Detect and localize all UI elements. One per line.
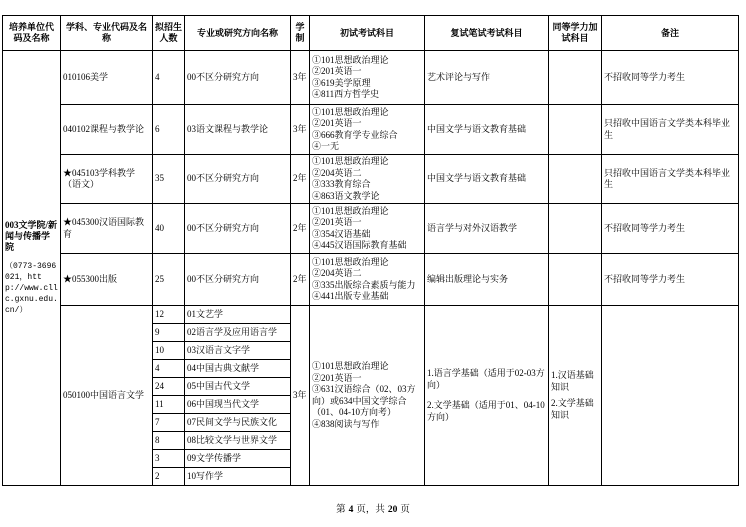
exam-subject: ③619美学原理 — [312, 77, 371, 88]
quota-cell: 4 — [153, 51, 185, 105]
unit-contact: （0773-3696021，http://www.cllc.gxnu.edu.cn/） — [5, 262, 58, 315]
direction-cell: 04中国古典文献学 — [185, 360, 291, 378]
quota-cell: 12 — [153, 306, 185, 324]
direction-cell: 01文艺学 — [185, 306, 291, 324]
exam-subjects-cell — [310, 306, 425, 486]
footer-suffix: 页 — [400, 505, 410, 515]
exam-subject: ①101思想政治理论 — [312, 106, 389, 117]
unit-cell — [3, 51, 61, 486]
retest-subject-cell — [425, 306, 549, 486]
exam-subject: ①101思想政治理论 — [312, 205, 389, 216]
quota-cell: 3 — [153, 450, 185, 468]
page-number: 4 — [348, 505, 354, 515]
note-cell: 只招收中国语言文学类本科毕业生 — [602, 155, 739, 204]
equivalent-exam-cell — [549, 51, 602, 105]
exam-subject: ②201英语一 — [312, 372, 362, 383]
exam-subject: ④838阅读与写作 — [312, 418, 380, 429]
quota-cell: 40 — [153, 204, 185, 254]
exam-subject: ①101思想政治理论 — [312, 54, 389, 65]
exam-subject: ③333教育综合 — [312, 179, 371, 189]
major-cell: ★045103学科教学（语文） — [61, 155, 153, 204]
exam-subject: ③354汉语基础 — [312, 228, 371, 239]
exam-subjects-cell — [310, 155, 425, 204]
quota-cell: 4 — [153, 360, 185, 378]
direction-cell: 02语言学及应用语言学 — [185, 324, 291, 342]
duration-cell: 3年 — [291, 105, 310, 155]
exam-subject: ②204英语二 — [312, 268, 362, 278]
note-cell: 只招收中国语言文学类本科毕业生 — [602, 105, 739, 155]
equivalent-subject: 2.文学基础知识 — [551, 398, 594, 420]
header-exam: 初试考试科目 — [310, 16, 425, 51]
direction-cell: 08比较文学与世界文学 — [185, 432, 291, 450]
program-row — [3, 105, 739, 155]
exam-subject: ①101思想政治理论 — [312, 256, 389, 267]
quota-cell: 2 — [153, 468, 185, 486]
footer-middle: 页，共 — [356, 505, 385, 515]
direction-cell: 06中国现当代文学 — [185, 396, 291, 414]
quota-cell: 24 — [153, 378, 185, 396]
exam-subject: ④811西方哲学史 — [312, 89, 380, 99]
header-unit: 培养单位代码及名称 — [3, 16, 61, 51]
page-footer — [0, 503, 746, 517]
direction-cell: 09文学传播学 — [185, 450, 291, 468]
direction-cell: 00不区分研究方向 — [185, 254, 291, 306]
duration-cell: 3年 — [291, 306, 310, 486]
header-major: 学科、专业代码及名称 — [61, 16, 153, 51]
quota-cell: 35 — [153, 155, 185, 204]
unit-name: 003文学院/新闻与传播学院 — [5, 220, 58, 252]
duration-cell: 2年 — [291, 254, 310, 306]
major-cell: ★055300出版 — [61, 254, 153, 306]
quota-cell: 6 — [153, 105, 185, 155]
exam-subject: ③335出版综合素质与能力 — [312, 279, 416, 290]
retest-subject-cell: 中国文学与语文教育基础 — [425, 105, 549, 155]
program-row — [3, 155, 739, 204]
equivalent-subject: 1.汉语基础知识 — [551, 370, 594, 392]
direction-cell: 00不区分研究方向 — [185, 51, 291, 105]
note-cell: 不招收同等学力考生 — [602, 51, 739, 105]
program-row — [3, 306, 739, 324]
exam-subject: ②201英语一 — [312, 118, 362, 128]
major-cell: 040102课程与教学论 — [61, 105, 153, 155]
duration-cell: 2年 — [291, 155, 310, 204]
equivalent-exam-cell — [549, 105, 602, 155]
exam-subject: ④441出版专业基础 — [312, 291, 389, 301]
exam-subject: ②201英语一 — [312, 217, 362, 227]
direction-cell: 07民间文学与民族文化 — [185, 414, 291, 432]
duration-cell: 3年 — [291, 51, 310, 105]
quota-cell: 10 — [153, 342, 185, 360]
quota-cell: 7 — [153, 414, 185, 432]
note-cell — [602, 306, 739, 486]
direction-cell: 03语文课程与教学论 — [185, 105, 291, 155]
header-direction: 专业或研究方向名称 — [185, 16, 291, 51]
exam-subject: ②204英语二 — [312, 167, 362, 178]
equivalent-exam-cell — [549, 204, 602, 254]
direction-cell: 10写作学 — [185, 468, 291, 486]
admissions-catalog-table — [2, 15, 739, 486]
retest-subject-cell: 艺术评论与写作 — [425, 51, 549, 105]
table-header-row — [3, 16, 739, 51]
quota-cell: 9 — [153, 324, 185, 342]
program-row — [3, 51, 739, 105]
direction-cell: 00不区分研究方向 — [185, 204, 291, 254]
exam-subject: ③666教育学专业综合 — [312, 129, 398, 140]
equivalent-exam-cell — [549, 155, 602, 204]
retest-subject-cell: 编辑出版理论与实务 — [425, 254, 549, 306]
header-note: 备注 — [602, 16, 739, 51]
exam-subjects-cell — [310, 51, 425, 105]
direction-cell: 00不区分研究方向 — [185, 155, 291, 204]
note-cell: 不招收同等学力考生 — [602, 204, 739, 254]
exam-subject: ④一无 — [312, 141, 340, 151]
direction-cell: 05中国古代文学 — [185, 378, 291, 396]
exam-subject: ④863语文教学论 — [312, 190, 380, 201]
equivalent-exam-cell — [549, 254, 602, 306]
total-pages: 20 — [387, 505, 398, 515]
major-cell: ★045300汉语国际教育 — [61, 204, 153, 254]
program-row — [3, 254, 739, 306]
duration-cell: 2年 — [291, 204, 310, 254]
exam-subject: ①101思想政治理论 — [312, 361, 389, 371]
direction-cell: 03汉语言文字学 — [185, 342, 291, 360]
exam-subject: ②201英语一 — [312, 66, 362, 76]
exam-subject: ④445汉语国际教育基础 — [312, 240, 407, 250]
header-duration: 学制 — [291, 16, 310, 51]
retest-subject-cell: 语言学与对外汉语教学 — [425, 204, 549, 254]
header-retest: 复试笔试考试科目 — [425, 16, 549, 51]
retest-subject: 2.文学基础（适用于01、04-10方向） — [427, 400, 545, 422]
exam-subject: ③631汉语综合（02、03方向）或634中国文学综合（01、04-10方向考） — [312, 384, 416, 417]
retest-subject-cell: 中国文学与语文教育基础 — [425, 155, 549, 204]
equivalent-exam-cell — [549, 306, 602, 486]
exam-subjects-cell — [310, 105, 425, 155]
note-cell: 不招收同等学力考生 — [602, 254, 739, 306]
exam-subjects-cell — [310, 204, 425, 254]
major-cell: 010106美学 — [61, 51, 153, 105]
program-row — [3, 204, 739, 254]
exam-subject: ①101思想政治理论 — [312, 156, 389, 166]
footer-prefix: 第 — [336, 505, 346, 515]
major-cell: 050100中国语言文学 — [61, 306, 153, 486]
exam-subjects-cell — [310, 254, 425, 306]
header-equivalent: 同等学力加试科目 — [549, 16, 602, 51]
quota-cell: 11 — [153, 396, 185, 414]
header-quota: 拟招生人数 — [153, 16, 185, 51]
quota-cell: 25 — [153, 254, 185, 306]
retest-subject: 1.语言学基础（适用于02-03方向） — [427, 368, 545, 390]
quota-cell: 8 — [153, 432, 185, 450]
